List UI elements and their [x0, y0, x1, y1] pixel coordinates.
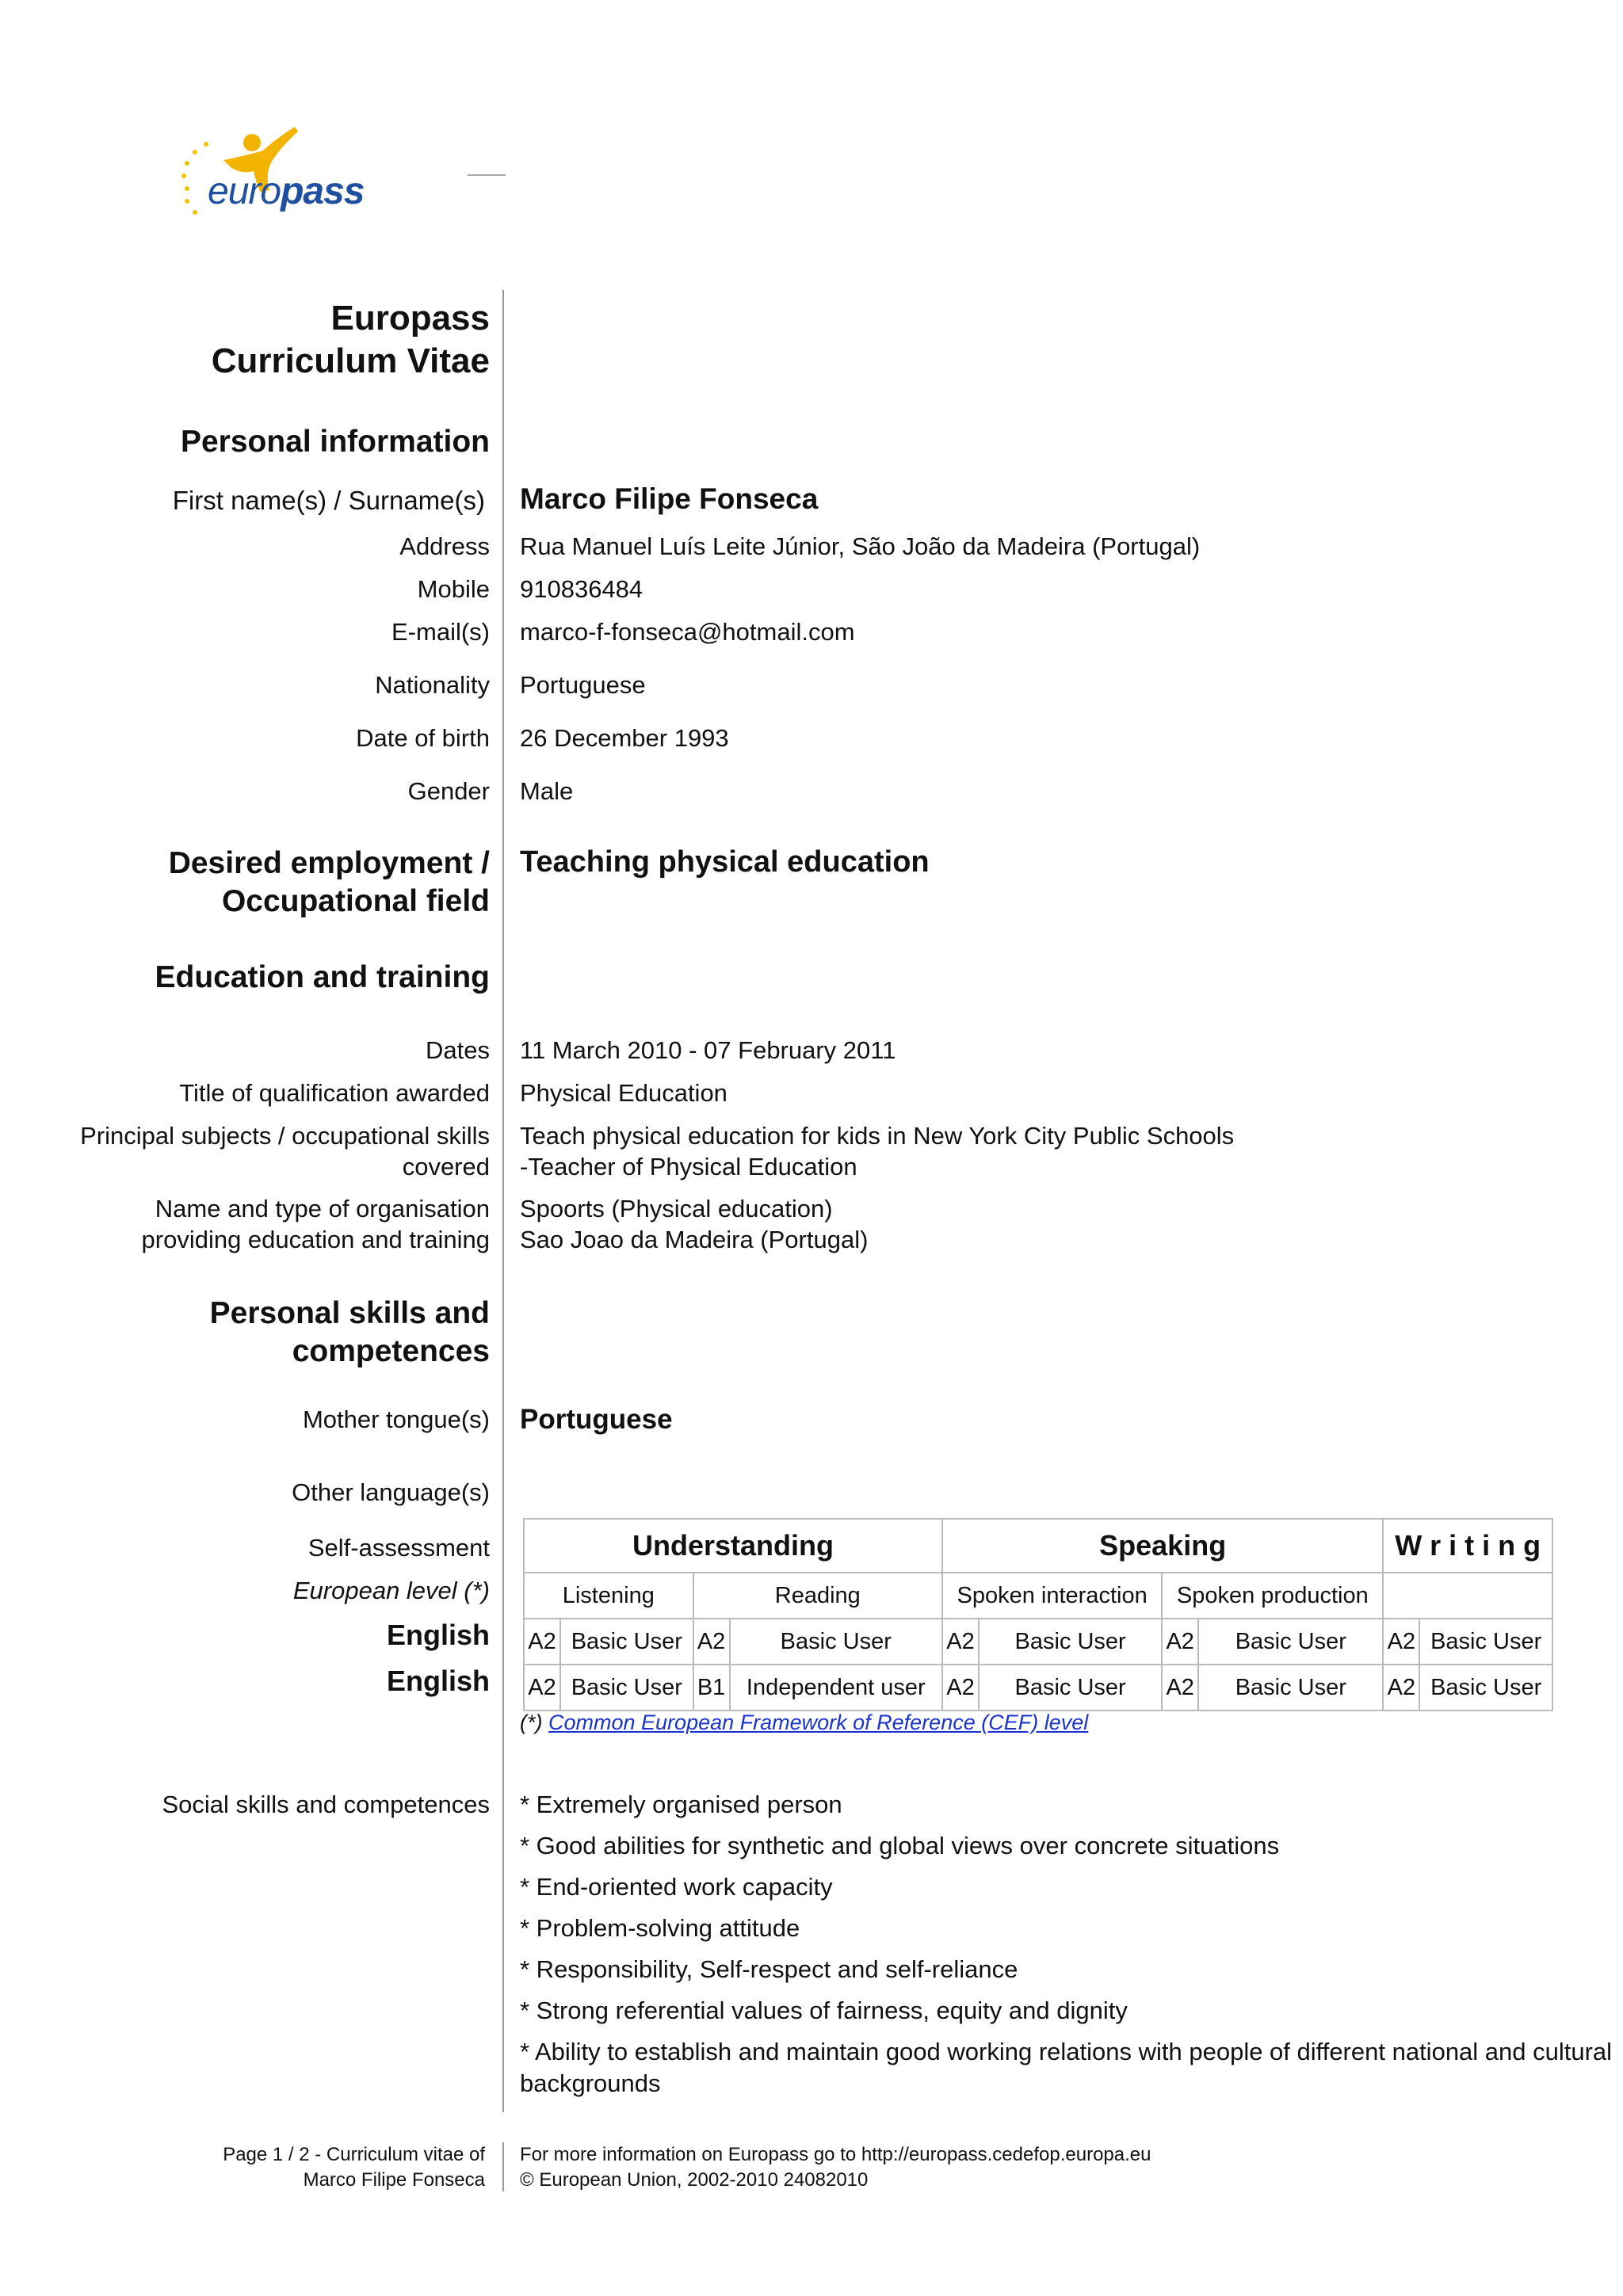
subjects-value-line2: -Teacher of Physical Education [520, 1153, 857, 1180]
section-education: Education and training [155, 960, 490, 994]
level-desc: Basic User [1419, 1665, 1552, 1711]
logo-text-euro: euro [208, 170, 281, 212]
european-level-label: European level (*) [292, 1577, 490, 1604]
email-label: E-mail(s) [391, 618, 490, 646]
social-skill-item: * Ability to establish and maintain good working relations with people of different national and cultural [520, 2038, 1613, 2065]
language-row-2-name: English [386, 1665, 490, 1697]
doc-title-line1: Europass [330, 299, 490, 338]
level-code: A2 [942, 1619, 979, 1665]
mobile-value: 910836484 [520, 575, 643, 603]
level-code: A2 [942, 1665, 979, 1711]
address-label: Address [399, 532, 490, 560]
nationality-value: Portuguese [520, 671, 646, 699]
language-row-1-name: English [386, 1619, 490, 1651]
subheader-writing-empty [1383, 1573, 1552, 1619]
social-skills-label: Social skills and competences [162, 1791, 490, 1818]
dob-label: Date of birth [356, 724, 490, 752]
level-desc: Basic User [560, 1619, 693, 1665]
header-speaking: Speaking [942, 1519, 1383, 1573]
self-assessment-label: Self-assessment [307, 1534, 490, 1562]
footer-right-line1: For more information on Europass go to http://europass.cedefop.europa.eu [520, 2144, 1151, 2165]
footer-left-line2: Marco Filipe Fonseca [303, 2169, 485, 2191]
organisation-value-line1: Spoorts (Physical education) [520, 1195, 833, 1222]
subheader-spoken-production: Spoken production [1162, 1573, 1383, 1619]
section-skills-line1: Personal skills and [209, 1296, 490, 1330]
email-value[interactable]: marco-f-fonseca@hotmail.com [520, 618, 855, 646]
level-code: A2 [693, 1619, 730, 1665]
social-skill-item: * Strong referential values of fairness, equity and dignity [520, 1997, 1128, 2024]
footer-left-line1: Page 1 / 2 - Curriculum vitae of [223, 2144, 485, 2165]
subheader-reading: Reading [693, 1573, 942, 1619]
level-code: A2 [524, 1619, 560, 1665]
subheader-spoken-interaction: Spoken interaction [942, 1573, 1162, 1619]
level-desc: Independent user [730, 1665, 942, 1711]
mother-tongue-label: Mother tongue(s) [302, 1405, 490, 1433]
footer-right-line2: © European Union, 2002-2010 24082010 [520, 2169, 869, 2191]
level-desc: Basic User [979, 1665, 1162, 1711]
header-rule [468, 174, 506, 176]
cef-note [520, 1707, 1088, 1738]
footer-divider [502, 2142, 504, 2191]
social-skill-item: * Responsibility, Self-respect and self-reliance [520, 1955, 1018, 1983]
name-value: Marco Filipe Fonseca [520, 482, 819, 515]
logo-text-pass: pass [281, 170, 365, 212]
gender-label: Gender [407, 777, 490, 805]
level-desc: Basic User [1198, 1619, 1383, 1665]
mother-tongue-value: Portuguese [520, 1404, 673, 1435]
level-code: A2 [1162, 1665, 1198, 1711]
subjects-label-line1: Principal subjects / occupational skills [80, 1122, 490, 1150]
subheader-listening: Listening [524, 1573, 693, 1619]
social-skill-item: * Problem-solving attitude [520, 1914, 800, 1942]
level-code: A2 [1162, 1619, 1198, 1665]
cef-link[interactable]: Common European Framework of Reference (CEF) level [548, 1711, 1089, 1734]
section-desired-employment-line2: Occupational field [221, 884, 490, 918]
level-desc: Basic User [1419, 1619, 1552, 1665]
subjects-label-line2: covered [402, 1153, 490, 1180]
social-skill-item: * Good abilities for synthetic and global views over concrete situations [520, 1832, 1280, 1859]
dob-value: 26 December 1993 [520, 724, 729, 752]
other-languages-label: Other language(s) [292, 1478, 490, 1506]
organisation-label-line2: providing education and training [141, 1226, 490, 1253]
level-desc: Basic User [730, 1619, 942, 1665]
level-desc: Basic User [560, 1665, 693, 1711]
name-label: First name(s) / Surname(s) [172, 486, 485, 515]
header-writing: W r i t i n g [1383, 1519, 1552, 1573]
qualification-title-value: Physical Education [520, 1079, 727, 1107]
level-desc: Basic User [979, 1619, 1162, 1665]
table-row [524, 1665, 1552, 1711]
table-row [524, 1619, 1552, 1665]
level-code: B1 [693, 1665, 730, 1711]
gender-value: Male [520, 777, 574, 805]
dates-label: Dates [426, 1036, 490, 1064]
section-skills-line2: competences [292, 1334, 490, 1368]
dates-value: 11 March 2010 - 07 February 2011 [520, 1036, 896, 1064]
language-table [523, 1518, 1553, 1711]
mobile-label: Mobile [417, 575, 490, 603]
section-desired-employment-line1: Desired employment / [168, 846, 490, 880]
nationality-label: Nationality [375, 671, 490, 699]
social-skill-item: * End-oriented work capacity [520, 1873, 833, 1901]
organisation-value-line2: Sao Joao da Madeira (Portugal) [520, 1226, 869, 1253]
level-desc: Basic User [1198, 1665, 1383, 1711]
header-understanding: Understanding [524, 1519, 942, 1573]
cef-prefix: (*) [520, 1711, 548, 1734]
social-skill-item-continued: backgrounds [520, 2069, 661, 2097]
qualification-title-label: Title of qualification awarded [179, 1079, 490, 1107]
doc-title-line2: Curriculum Vitae [211, 341, 490, 380]
column-divider [502, 290, 504, 2112]
section-personal-information: Personal information [180, 425, 490, 459]
europass-logo [176, 116, 374, 227]
address-value: Rua Manuel Luís Leite Júnior, São João da Madeira (Portugal) [520, 532, 1201, 560]
social-skill-item: * Extremely organised person [520, 1791, 842, 1818]
subjects-value-line1: Teach physical education for kids in New York City Public Schools [520, 1122, 1235, 1150]
level-code: A2 [1383, 1619, 1419, 1665]
desired-employment-value: Teaching physical education [520, 845, 930, 879]
level-code: A2 [1383, 1665, 1419, 1711]
organisation-label-line1: Name and type of organisation [155, 1195, 490, 1222]
level-code: A2 [524, 1665, 560, 1711]
